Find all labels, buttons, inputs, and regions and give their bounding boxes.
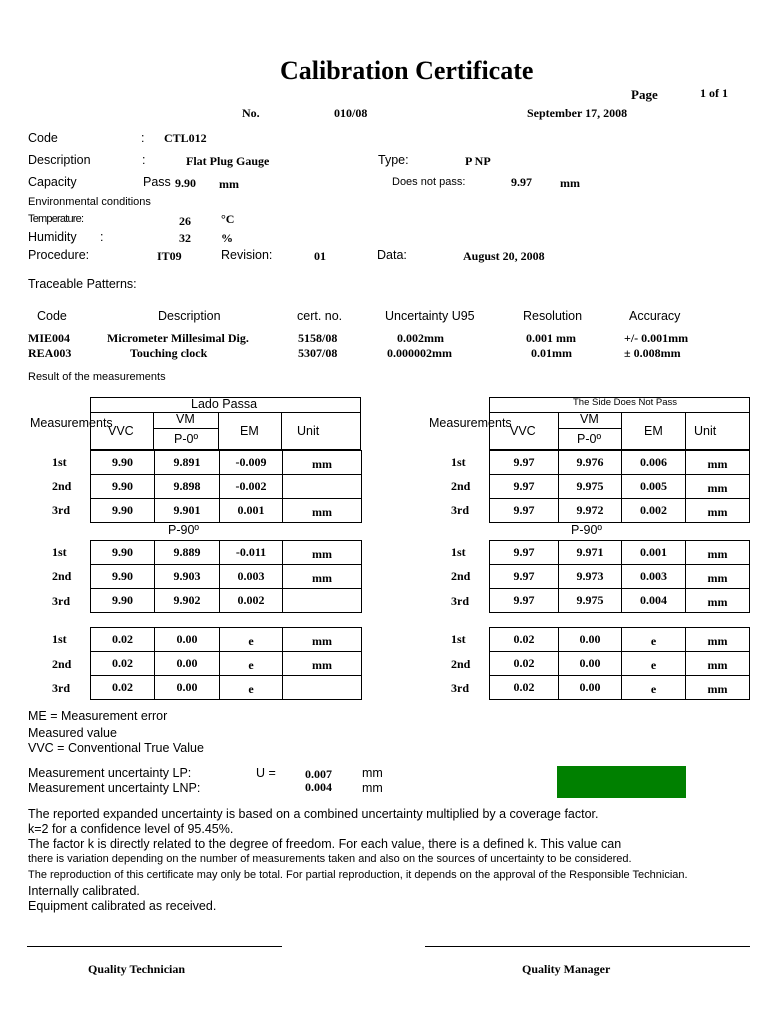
results-title: Result of the measurements (28, 371, 166, 383)
pattern-row-2-accuracy: ± 0.008mm (624, 346, 681, 360)
data-label: Data: (377, 248, 407, 262)
code-label: Code (28, 131, 58, 145)
procedure-label: Procedure: (28, 248, 90, 262)
quality-technician-label: Quality Technician (88, 962, 186, 976)
humidity-colon: : (100, 230, 104, 244)
uncertainty-lp-unit: mm (362, 766, 383, 780)
capacity-label: Capacity (28, 175, 77, 189)
left-t3-row3-label: 3rd (52, 681, 70, 695)
table-row: 0.02 0.00 e mm (91, 652, 362, 676)
patterns-header-resolution: Resolution (523, 309, 583, 323)
left-p90-table (90, 540, 362, 613)
table-row: 0.02 0.00 e (91, 676, 362, 700)
not-pass-unit: mm (560, 176, 580, 190)
certificate-title: Calibration Certificate (280, 56, 534, 85)
traceable-patterns-title: Traceable Patterns: (28, 277, 137, 291)
table-row: 9.97 9.976 0.006 mm (490, 451, 750, 475)
humidity-value: 32 (179, 231, 191, 245)
left-p0-label: P-0º (174, 432, 199, 446)
type-value: P NP (465, 154, 491, 168)
left-unit-header (281, 412, 361, 450)
data-value: August 20, 2008 (463, 249, 545, 263)
manager-signature-line (425, 946, 750, 947)
status-indicator-box (557, 766, 686, 798)
pass-unit: mm (219, 177, 239, 191)
uncertainty-lnp-value: 0.004 (305, 780, 332, 794)
right-t1-row1-label: 1st (451, 455, 466, 469)
right-p0-label: P-0º (577, 432, 602, 446)
left-vvc-label: VVC (108, 424, 134, 438)
note-3: The factor k is directly related to the degree of freedom. For each value, there is a defined k. This value can (28, 837, 622, 851)
pattern-row-1-resolution: 0.001 mm (526, 331, 576, 345)
left-em-label: EM (240, 424, 259, 438)
uncertainty-u-label: U = (256, 766, 276, 780)
revision-label: Revision: (221, 248, 273, 262)
left-p90-label: P-90º (168, 523, 199, 537)
humidity-label: Humidity (28, 230, 77, 244)
not-pass-value: 9.97 (511, 175, 532, 189)
patterns-header-uncertainty: Uncertainty U95 (385, 309, 475, 323)
uncertainty-lp-value: 0.007 (305, 767, 332, 781)
right-t2-row1-label: 1st (451, 545, 466, 559)
left-error-table (90, 627, 362, 700)
table-row: 0.02 0.00 e mm (490, 676, 750, 700)
note-1: The reported expanded uncertainty is based on a combined uncertainty multiplied by a coverage factor. (28, 807, 599, 821)
patterns-header-code: Code (37, 309, 67, 323)
quality-manager-label: Quality Manager (522, 962, 611, 976)
temperature-unit: °C (221, 212, 235, 226)
right-title: The Side Does Not Pass (573, 397, 678, 408)
legend-vvc: VVC = Conventional True Value (28, 741, 204, 755)
right-t1-row2-label: 2nd (451, 479, 471, 493)
table-row: 9.97 9.973 0.003 mm (490, 565, 750, 589)
right-t2-row3-label: 3rd (451, 594, 469, 608)
left-t2-row3-label: 3rd (52, 594, 70, 608)
right-p90-table (489, 540, 750, 613)
left-title: Lado Passa (191, 397, 258, 411)
uncertainty-lnp-unit: mm (362, 781, 383, 795)
right-em-label: EM (644, 424, 663, 438)
pattern-row-1-cert: 5158/08 (298, 331, 338, 345)
technician-signature-line (27, 946, 282, 947)
right-error-table (489, 627, 750, 700)
left-measurements-label: Measurements (30, 416, 113, 430)
table-row: 0.02 0.00 e mm (490, 628, 750, 652)
temperature-value: 26 (179, 214, 191, 228)
note-7: Equipment calibrated as received. (28, 899, 217, 913)
left-t2-row2-label: 2nd (52, 569, 72, 583)
pattern-row-2-resolution: 0.01mm (531, 346, 572, 360)
note-5: The reproduction of this certificate may only be total. For partial reproduction, it depends on the approval of the Responsible Technician. (28, 869, 688, 881)
code-value: CTL012 (164, 131, 207, 145)
legend-me: ME = Measurement error (28, 709, 168, 723)
table-row: 9.97 9.972 0.002 mm (490, 499, 750, 523)
right-measurements-label: Measurements (429, 416, 512, 430)
pattern-row-2-cert: 5307/08 (298, 346, 338, 360)
left-t3-row2-label: 2nd (52, 657, 72, 671)
table-row: 9.90 9.902 0.002 (91, 589, 362, 613)
patterns-header-cert: cert. no. (297, 309, 343, 323)
right-t2-row2-label: 2nd (451, 569, 471, 583)
table-row: 9.97 9.975 0.004 mm (490, 589, 750, 613)
temperature-label: Temperature: (28, 213, 84, 225)
right-p0-table (489, 450, 750, 523)
page-label: Page (631, 87, 658, 102)
right-vm-label: VM (580, 412, 599, 426)
description-label: Description (28, 153, 91, 167)
patterns-header-accuracy: Accuracy (629, 309, 681, 323)
pattern-row-1-description: Micrometer Millesimal Dig. (107, 331, 249, 345)
table-row: 9.97 9.975 0.005 mm (490, 475, 750, 499)
humidity-unit: % (221, 231, 233, 245)
legend-measured-value: Measured value (28, 726, 117, 740)
right-t3-row3-label: 3rd (451, 681, 469, 695)
right-unit-label: Unit (694, 424, 717, 438)
number-value: 010/08 (334, 106, 368, 120)
table-row: 9.90 9.891 -0.009 mm (91, 451, 362, 475)
number-label: No. (242, 106, 260, 120)
right-t1-row3-label: 3rd (451, 503, 469, 517)
table-row: 0.02 0.00 e mm (91, 628, 362, 652)
uncertainty-lnp-label: Measurement uncertainty LNP: (28, 781, 201, 795)
table-row: 0.02 0.00 e mm (490, 652, 750, 676)
procedure-value: IT09 (157, 249, 182, 263)
note-6: Internally calibrated. (28, 884, 140, 898)
pass-value: 9.90 (175, 176, 196, 190)
pattern-row-2-description: Touching clock (130, 346, 208, 360)
left-t1-row1-label: 1st (52, 455, 67, 469)
not-pass-label: Does not pass: (392, 176, 466, 188)
description-value: Flat Plug Gauge (186, 154, 270, 168)
right-p90-label: P-90º (571, 523, 602, 537)
table-row: 9.90 9.903 0.003 mm (91, 565, 362, 589)
table-row: 9.90 9.889 -0.011 mm (91, 541, 362, 565)
left-t2-row1-label: 1st (52, 545, 67, 559)
pattern-row-2-code: REA003 (28, 346, 72, 360)
pattern-row-1-uncertainty: 0.002mm (397, 331, 444, 345)
environmental-conditions-label: Environmental conditions (28, 196, 151, 208)
left-unit-label: Unit (297, 424, 320, 438)
table-row: 9.90 9.901 0.001 mm (91, 499, 362, 523)
note-2: k=2 for a confidence level of 95.45%. (28, 822, 234, 836)
pattern-row-1-code: MIE004 (28, 331, 70, 345)
patterns-header-description: Description (158, 309, 221, 323)
page-value: 1 of 1 (700, 86, 728, 100)
code-colon: : (141, 131, 145, 145)
description-colon: : (142, 153, 146, 167)
left-t3-row1-label: 1st (52, 632, 67, 646)
right-t3-row2-label: 2nd (451, 657, 471, 671)
right-vvc-label: VVC (510, 424, 536, 438)
table-row: 9.90 9.898 -0.002 (91, 475, 362, 499)
certificate-date: September 17, 2008 (527, 106, 628, 120)
table-row: 9.97 9.971 0.001 mm (490, 541, 750, 565)
left-t1-row3-label: 3rd (52, 503, 70, 517)
left-t1-row2-label: 2nd (52, 479, 72, 493)
left-vm-label: VM (176, 412, 195, 426)
left-p0-table (90, 450, 362, 523)
type-label: Type: (378, 153, 409, 167)
pattern-row-1-accuracy: +/- 0.001mm (624, 331, 689, 345)
right-t3-row1-label: 1st (451, 632, 466, 646)
uncertainty-lp-label: Measurement uncertainty LP: (28, 766, 192, 780)
pattern-row-2-uncertainty: 0.000002mm (387, 346, 452, 360)
note-4: there is variation depending on the number of measurements taken and also on the sources of uncertainty to be considered. (28, 853, 632, 865)
pass-label: Pass (143, 175, 171, 189)
revision-value: 01 (314, 249, 326, 263)
